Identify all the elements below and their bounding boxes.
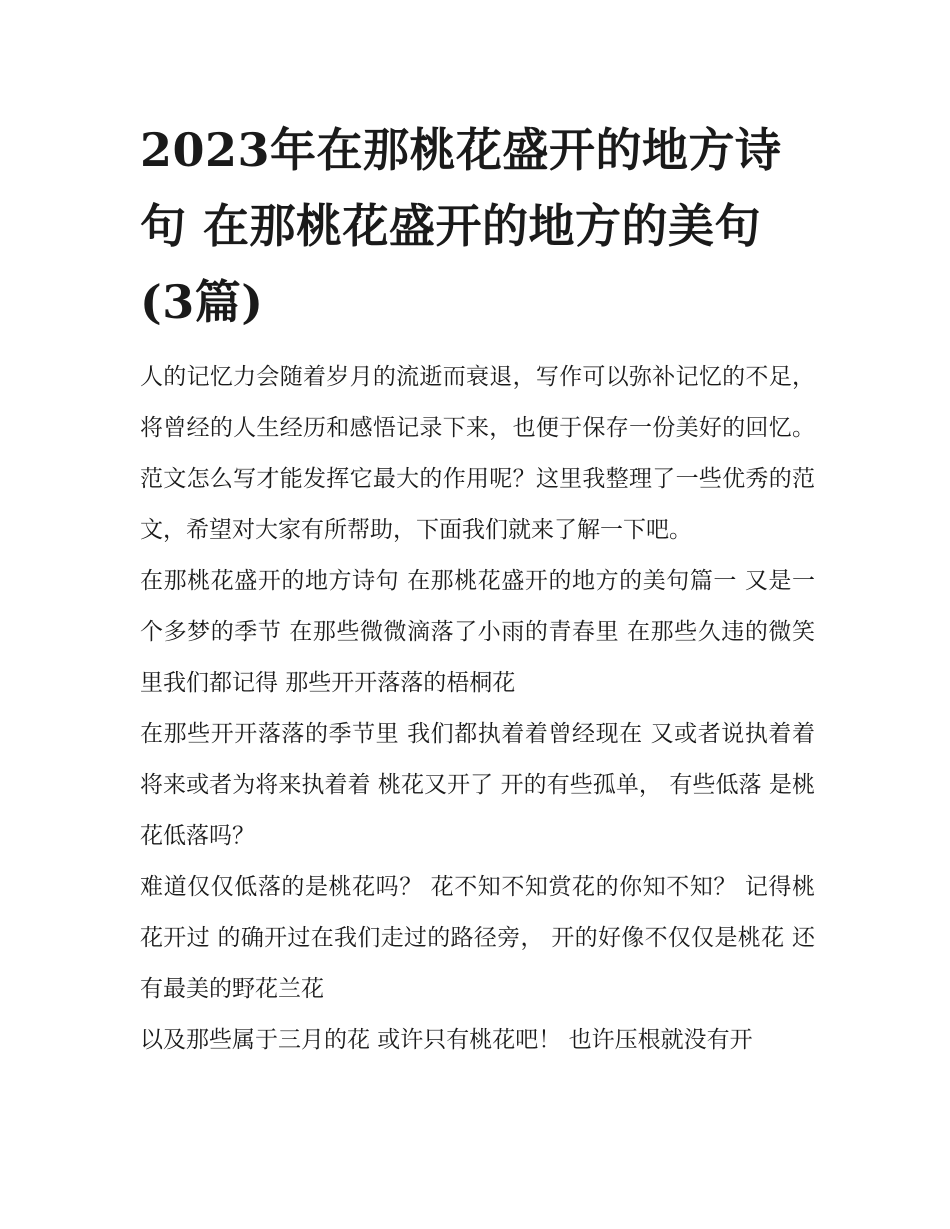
- paragraph-3: 难道仅仅低落的是桃花吗？ 花不知不知赏花的你知不知？ 记得桃花开过 的确开过在我们走过的路径旁， 开的好像不仅仅是桃花 还有最美的野花兰花: [140, 874, 815, 1002]
- document-title: 2023年在那桃花盛开的地方诗句 在那桃花盛开的地方的美句(3篇): [140, 123, 782, 329]
- paragraph-intro: 人的记忆力会随着岁月的流逝而衰退，写作可以弥补记忆的不足，将曾经的人生经历和感悟记录下来，也便于保存一份美好的回忆。范文怎么写才能发挥它最大的作用呢？这里我整理了一些优秀的范文，希望对大家有所帮助，下面我们就来了解一下吧。: [140, 364, 815, 543]
- paragraph-1: 在那桃花盛开的地方诗句 在那桃花盛开的地方的美句篇一 又是一个多梦的季节 在那些微微滴落了小雨的青春里 在那些久违的微笑里我们都记得 那些开开落落的梧桐花: [140, 568, 815, 696]
- paragraph-4: 以及那些属于三月的花 或许只有桃花吧！ 也许压根就没有开: [140, 1027, 753, 1053]
- document-page: [140, 112, 815, 1066]
- paragraph-2: 在那些开开落落的季节里 我们都执着着曾经现在 又或者说执着着将来或者为将来执着着 桃花又开了 开的有些孤单， 有些低落 是桃花低落吗？: [140, 721, 815, 849]
- document-body: [140, 352, 815, 1066]
